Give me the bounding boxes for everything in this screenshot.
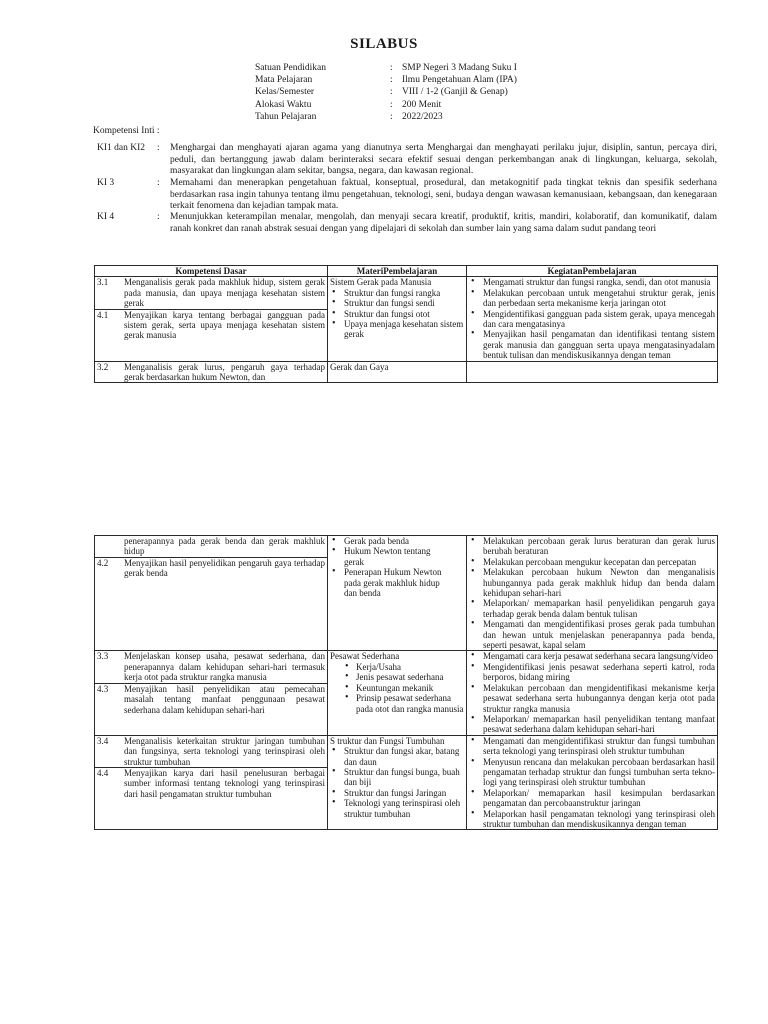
ki-item [97, 178, 717, 213]
list-item: • Mengidentifikasi jenis pesawat sederhana seperti katrol, roda berporos, bidang miring [483, 662, 715, 683]
kd-cell [95, 735, 328, 830]
table-row [95, 361, 718, 383]
materi-cell [328, 277, 467, 361]
info-colon: : [390, 111, 393, 122]
list-item: • Melaporkan/ memaparkan hasil kesimpulan berdasarkan pengamatan dan percobaanstruktur jaringan [483, 788, 715, 809]
materi-title: Sistem Gerak pada Manusia [330, 277, 432, 288]
info-row-class [255, 86, 517, 98]
kd-number: 4.1 [97, 309, 109, 320]
header-materi: MateriPembelajaran [328, 266, 467, 277]
list-item: • Struktur dan fungsi otot [344, 309, 464, 319]
list-item: • Menyajikan hasil pengamatan dan identifikasi tentang sistem gerak manusia dan gangguan serta upaya mengatasinyadalam bentuk tulisan dan mendiskusikannya dengan teman [483, 329, 715, 360]
list-item: • Menyusun rencana dan melakukan percobaan berdasarkan hasil pengamatan terhadap struktur dan fungsi tumbuhan serta tekno-logi yang terinspirasi oleh struktur tumbuhan [483, 757, 715, 788]
ki-code: KI 4 [97, 212, 115, 222]
kd-text: penerapannya pada gerak benda dan gerak makhluk hidup [124, 536, 325, 557]
kegiatan-cell [467, 277, 718, 361]
list-item: • Struktur dan fungsi Jaringan [344, 788, 464, 798]
page-title: SILABUS [350, 36, 418, 52]
info-label: Satuan Pendidikan [255, 63, 326, 73]
info-label: Mata Pelajaran [255, 75, 313, 86]
list-item: • Struktur dan fungsi sendi [344, 298, 464, 308]
list-item: • Mengamati struktur dan fungsi rangka, sendi, dan otot manusia [483, 277, 715, 287]
info-label: Kelas/Semester [255, 87, 315, 98]
kd-text: Menganalisis gerak pada makhluk hidup, sistem gerak pada manusia, dan upaya menjaga kesehatan sistem gerak [124, 277, 325, 309]
table-header-row [95, 266, 718, 277]
info-row-school [255, 62, 517, 74]
list-item: • Prinsip pesawat sederhana pada otot dan rangka manusia [356, 693, 464, 714]
materi-list [330, 288, 464, 340]
list-item: • Melaporkan hasil pengamatan teknologi yang terinspirasi oleh struktur tumbuhan dan mendiskusikannya dengan teman [483, 809, 715, 830]
list-item: • Penerapan Hukum Newton pada gerak makhluk hidup dan benda [344, 567, 442, 598]
list-item: • Melakukan percobaan mengukur kecepatan dan percepatan [483, 557, 715, 567]
list-item: • Melakukan percobaan gerak lurus beraturan dan gerak lurus berubah beraturan [483, 536, 715, 557]
kd-text: Menjelaskan konsep usaha, pesawat sederhana, dan penerapannya dalam kehidupan sehari-hari termasuk kerja otot pada struktur rangka manusia [124, 651, 325, 683]
kd-number: 3.2 [97, 361, 109, 372]
kegiatan-list [469, 651, 715, 734]
list-item: • Melakukan percobaan hukum Newton dan menganalisis hubungannya pada gerak makhluk hidup dan benda dalam kehidupan sehari-hari [483, 567, 715, 598]
header-kegiatan: KegiatanPembelajaran [467, 266, 718, 277]
materi-title: Gerak dan Gaya [330, 361, 389, 372]
info-label: Alokasi Waktu [255, 99, 312, 110]
kd-item [97, 277, 325, 308]
info-row-subject [255, 74, 517, 86]
materi-title: Pesawat Sederhana [330, 651, 400, 662]
syllabus-table [94, 265, 718, 383]
kd-cell [95, 361, 328, 383]
ki-colon: : [157, 178, 160, 188]
info-colon: : [390, 99, 393, 110]
list-item: • Hukum Newton tentang gerak [344, 546, 442, 567]
list-item: • Gerak pada benda [344, 536, 442, 546]
kegiatan-cell [467, 536, 718, 651]
kd-item [97, 362, 325, 383]
document-info [255, 62, 517, 123]
materi-cell [328, 536, 467, 651]
list-item: • Melaporkan/ memaparkan hasil penyelidikan pengaruh gaya terhadap gerak benda dalam bentuk tulisan [483, 598, 715, 619]
list-item: • Jenis pesawat sederhana [356, 672, 464, 682]
list-item: • Melakukan percobaan untuk mengetahui struktur gerak, jenis dan perbedaan serta mekanisme kerja jaringan otot [483, 288, 715, 309]
list-item: • Kerja/Usaha [356, 662, 464, 672]
kd-text: Menyajikan karya dari hasil penelusuran berbagai sumber informasi tentang teknologi yang terinspirasi dari hasil pengamatan struktur tumbuhan [124, 767, 325, 799]
table-row [95, 735, 718, 830]
ki-text: Menunjukkan keterampilan menalar, mengolah, dan menyaji secara kreatif, produktif, kritis, mandiri, kolaboratif, dan komunikatif, dalam ranah konkret dan ranah abstrak sesuai dengan yang dipelajari di sekolah dan sumber lain yang sama dalam sudut pandang teori [170, 212, 717, 234]
kd-number: 4.4 [97, 767, 109, 778]
info-colon: : [390, 87, 393, 98]
list-item: • Teknologi yang terinspirasi oleh struktur tumbuhan [344, 798, 464, 819]
info-value: 200 Menit [402, 99, 442, 110]
info-row-year [255, 111, 517, 123]
ki-item [97, 143, 717, 178]
list-item: • Struktur dan fungsi rangka [344, 288, 464, 298]
kegiatan-cell [467, 735, 718, 830]
kd-number: 4.2 [97, 557, 109, 568]
kd-item [95, 767, 327, 799]
ki-text: Menghargai dan menghayati ajaran agama yang dianutnya serta Menghargai dan menghayati perilaku jujur, disiplin, santun, percaya diri, peduli, dan bertanggung jawab dalam berinteraksi secara efektif sesuai dengan perkembangan anak di lingkungan, keluarga, sekolah, masyarakat dan lingkungan alam sekitar, bangsa, negara, dan kawasan regional. [170, 143, 717, 177]
kd-item [95, 309, 327, 341]
list-item: • Mengamati dan mengidentifikasi proses gerak pada tumbuhan dan hewan untuk menjelaskan penerapannya pada benda, seperti pesawat, kapal selam [483, 619, 715, 650]
info-label: Tahun Pelajaran [255, 111, 317, 122]
list-item: • Upaya menjaga kesehatan sistem gerak [344, 319, 464, 340]
kd-cell [95, 651, 328, 735]
materi-cell [328, 651, 467, 735]
ki-colon: : [157, 143, 160, 153]
info-colon: : [390, 63, 393, 73]
ki-item [97, 212, 717, 235]
ki-heading: Kompetensi Inti : [93, 126, 160, 136]
kegiatan-cell [467, 651, 718, 735]
ki-code: KI 3 [97, 178, 115, 188]
materi-cell [328, 735, 467, 830]
kd-item [97, 536, 325, 557]
kegiatan-list [469, 277, 715, 360]
info-colon: : [390, 75, 393, 86]
kegiatan-cell [467, 361, 718, 383]
kd-number: 4.3 [97, 683, 109, 694]
table-row [95, 536, 718, 651]
kd-number: 3.3 [97, 651, 109, 662]
kd-text: Menyajikan karya tentang berbagai gangguan pada sistem gerak, serta upaya menjaga kesehatan sistem gerak manusia [124, 309, 325, 341]
list-item: • Melakukan percobaan dan mengidentifikasi mekanisme kerja pesawat sederhana serta hubungannya dengan kerja otot pada struktur rangka manusia [483, 683, 715, 714]
kd-cell [95, 277, 328, 361]
kegiatan-list [469, 536, 715, 650]
kd-item [97, 651, 325, 682]
info-row-time [255, 99, 517, 111]
kd-item [95, 683, 327, 715]
info-value: VIII / 1-2 (Ganjil & Genap) [402, 87, 508, 98]
kd-cell [95, 536, 328, 651]
table-row [95, 277, 718, 361]
kd-text: Menyajikan hasil penyelidikan atau pemecahan masalah tentang manfaat penggunaan pesawat sederhana dalam kehidupan sehari-hari [124, 683, 325, 715]
list-item: • Keuntungan mekanik [356, 683, 464, 693]
kd-number: 3.4 [97, 735, 109, 746]
header-kompetensi-dasar: Kompetensi Dasar [95, 266, 328, 277]
materi-title: S truktur dan Fungsi Tumbuhan [330, 735, 445, 746]
kd-number: 3.1 [97, 277, 109, 288]
materi-cell [328, 361, 467, 383]
ki-text: Memahami dan menerapkan pengetahuan faktual, konseptual, prosedural, dan metakognitif pada tingkat teknis dan spesifik sederhana berdasarkan rasa ingin tahunya tentang ilmu pengetahuan, teknologi, seni, budaya dengan wawasan kemanusiaan, kebangsaan, dan kenegaraan terkait fenomena dan kejadian tampak mata. [170, 178, 717, 212]
list-item: • Mengamati cara kerja pesawat sederhana secara langsung/video [483, 651, 715, 661]
kd-text: Menyajikan hasil penyelidikan pengaruh gaya terhadap gerak benda [124, 557, 325, 579]
ki-colon: : [157, 212, 160, 222]
list-item: • Mengamati dan mengidentifikasi struktur dan fungsi tumbuhan serta teknologi yang terinspirasi oleh struktur tumbuhan [483, 736, 715, 757]
kd-item [95, 557, 327, 579]
materi-list [330, 746, 464, 819]
list-item: • Melaporkan/ memaparkan hasil penyelidikan tentang manfaat pesawat sederhana dalam kehidupan sehari-hari [483, 714, 715, 735]
list-item: • Struktur dan fungsi akar, batang dan daun [344, 746, 464, 767]
table-row [95, 651, 718, 735]
info-value: 2022/2023 [402, 111, 443, 122]
syllabus-table-continued [94, 535, 718, 830]
kegiatan-list [469, 736, 715, 830]
list-item: • Mengidentifikasi gangguan pada sistem gerak, upaya mencegah dan cara mengatasinya [483, 309, 715, 330]
kd-text: Menganalisis gerak lurus, pengaruh gaya terhadap gerak berdasarkan hukum Newton, dan [124, 361, 325, 383]
ki-code: KI1 dan KI2 [97, 143, 146, 153]
materi-list [330, 662, 464, 714]
kd-text: Menganalisis keterkaitan struktur jaringan tumbuhan dan fungsinya, serta teknologi yang terinspirasi oleh struktur tumbuhan [124, 735, 325, 767]
info-value: Ilmu Pengetahuan Alam (IPA) [402, 75, 517, 86]
info-value: SMP Negeri 3 Madang Suku I [402, 63, 517, 73]
kd-item [97, 736, 325, 767]
materi-list [330, 536, 464, 598]
list-item: • Struktur dan fungsi bunga, buah dan biji [344, 767, 464, 788]
